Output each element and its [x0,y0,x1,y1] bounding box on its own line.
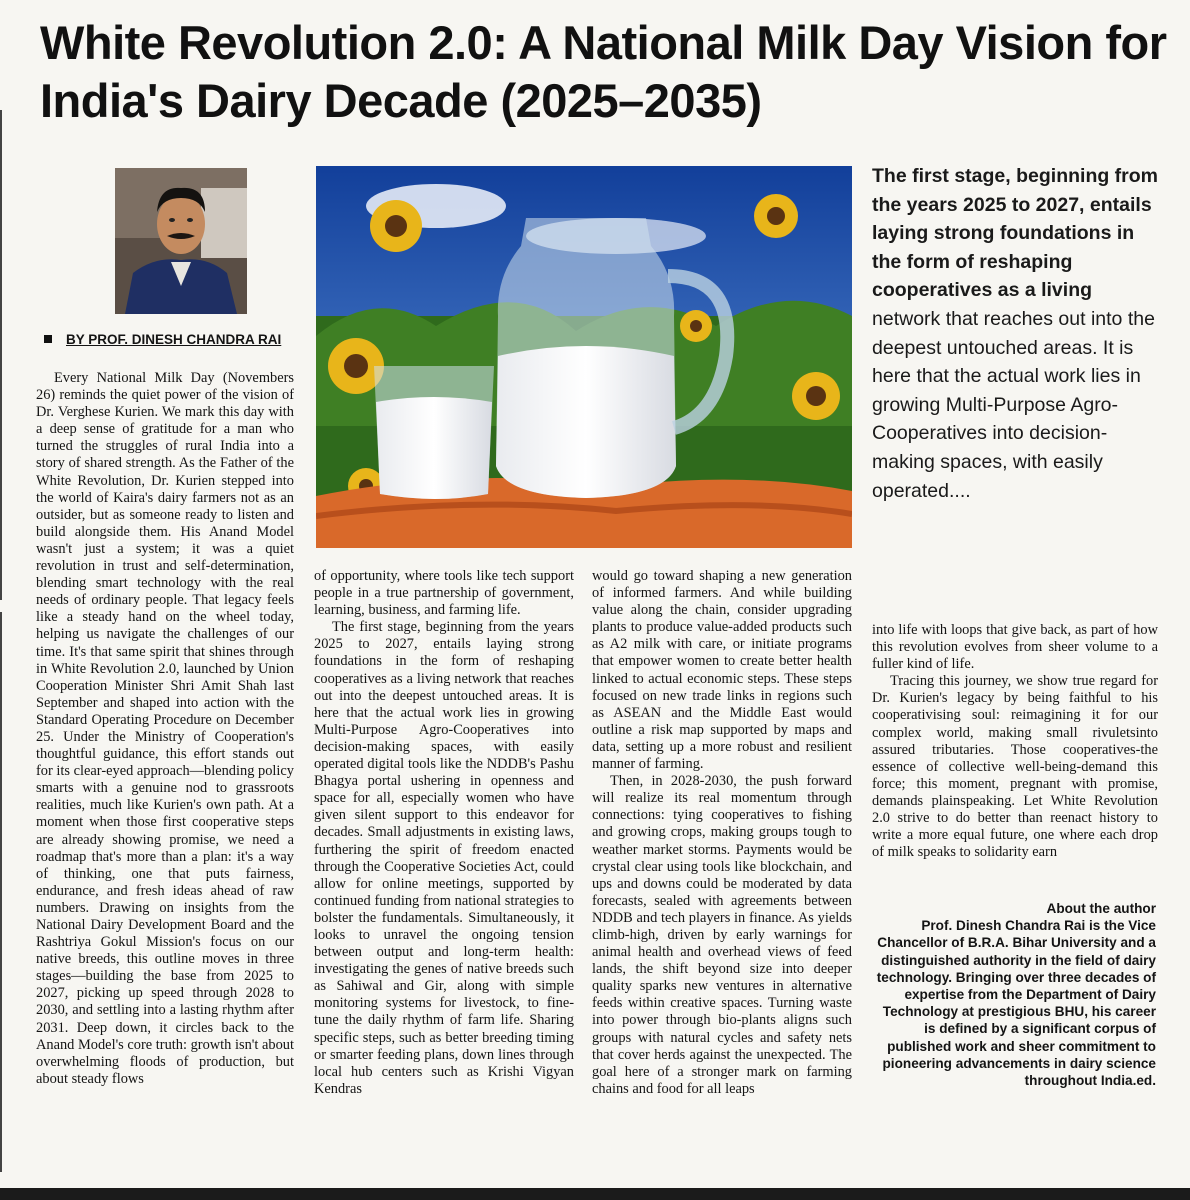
about-author [872,900,1156,1089]
about-author-title: About the author [1046,901,1156,916]
bullet-square-icon [44,335,52,343]
article-paragraph: of opportunity, where tools like tech support people in a true partnership of government, learning, business, and farming life. [314,568,574,619]
article-column-3 [592,568,852,1178]
byline-text: BY PROF. DINESH CHANDRA RAI [66,332,282,347]
article-column-1 [36,370,294,1178]
page-bottom-bar [0,1188,1190,1200]
column-rule-upper [0,110,2,600]
pull-quote [872,162,1162,505]
article-paragraph: Tracing this journey, we show true regard for Dr. Kurien's legacy by being faithful to his cooperativising soul: reimagining it for our complex world, making small rivuletsinto assured tributaries. Those cooperatives-the essence of collective well-being-demand this force; this moment, pregnant with promise, demands plainspeaking. Let White Revolution 2.0 strive to do better than reenact history to write a more equal future, one where each drop of milk speaks to solidarity earn [872,673,1158,861]
article-paragraph: Every National Milk Day (Novembers 26) reminds the quiet power of the vision of Dr. Verghese Kurien. We mark this day with a deep sense of gratitude for a man who turned the struggles of rural India into a story of shared strength. As the Father of the White Revolution, Dr. Kurien stepped into the world of Kaira's dairy farmers not as an outsider, but as someone ready to listen and build alongside them. His Anand Model wasn't just a system; it was a quiet revolution in trust and self-determination, blending smart technology with the real needs of ordinary people. That legacy feels like a steady hand on the wheel today, helping us navigate the challenges of our time. It's that same spirit that shines through in White Revolution 2.0, launched by Union Cooperation Minister Shri Amit Shah last September and shaped into action with the Standard Operating Procedure on December 25. Under the Ministry of Cooperation's thoughtful guidance, this effort stands out for its clear-eyed approach—blending policy smarts with a genuine nod to grassroots realities, much like Kurien's own path. At a moment when those first cooperative steps are already showing promise, we need a roadmap that's more than a plan: it's a way of thinking, one that puts fairness, endurance, and fresh ideas ahead of raw numbers. Drawing on insights from the National Dairy Development Board and the Rashtriya Gokul Mission's focus on our native breeds, this outline moves in three stages—building the base from 2025 to 2027, picking up speed through 2028 to 2030, and settling into a lasting rhythm after 2031. Deep down, it circles back to the Anand Model's core truth: growth isn't about overwhelming floods of production, but about steady flows [36,370,294,1087]
article-column-2 [314,568,574,1178]
pull-quote-bold: The first stage, beginning from the years 2025 to 2027, entails laying strong foundations in the form of reshaping cooperatives as a living [872,165,1159,302]
about-author-body: Prof. Dinesh Chandra Rai is the Vice Chancellor of B.R.A. Bihar University and a distinguished authority in the field of dairy technology. Bringing over three decades of expertise from the Department of Dairy Technology at prestigious BHU, his career is defined by a significant corpus of published work and sheer commitment to pioneering advancements in dairy science throughout India.ed. [876,918,1156,1089]
article-paragraph: would go toward shaping a new generation of informed farmers. And while building value along the chain, consider upgrading plants to produce value-added products such as A2 milk with care, or initiate programs that empower women to create better health linked to actual economic steps. These steps focused on new trade links in regions such as ASEAN and the Middle East would outline a risk map supported by maps and data, setting up a more robust and resilient manner of farming. [592,568,852,773]
article-column-4 [872,622,1158,902]
author-photo [115,168,247,314]
article-paragraph: The first stage, beginning from the years 2025 to 2027, entails laying strong foundations in the form of reshaping cooperatives as a living network that reaches out into the deepest untouched areas. It is here that the actual work lies in growing Multi-Purpose Agro-Cooperatives into decision-making spaces, with easily operated digital tools like the NDDB's Pashu Bhagya portal ushering in openness and space for all, especially women who have given silent support to this endeavor for decades. Small adjustments in existing laws, furthering the spirit of freedom enacted through the Cooperative Societies Act, could allow for online meetings, supported by continued funding from national strategies to bolster the fundamentals. Simultaneously, it looks to unravel the ongoing tension between output and long-term health: investigating the genes of native breeds such as Sahiwal and Gir, along with simple monitoring systems for livestock, to fine-tune the daily rhythm of farm life. Sharing specific steps, such as better breeding timing or smarter feeding plans, down lines through local hub centers such as Krishi Vigyan Kendras [314,619,574,1097]
article-paragraph: Then, in 2028-2030, the push forward will realize its real momentum through connections: tying cooperatives to fishing and growing crops, making groups tough to weather market storms. Payments would be crystal clear using tools like blockchain, and ups and downs could be moderated by data forecasts, sealed with agreements between NDDB and tech players in finance. As yields climb-high, driven by early warnings for animal health and overhead views of feed lands, the shift beyond size into deeper quality sparks new ventures in alternative feeds within creative spaces. Turning waste into power through bio-plants aligns such groups with natural cycles and safety nets that cover herds against the unexpected. The goal here of a stronger mark on farming chains and food for all leaps [592,773,852,1097]
milk-jug-photo [316,166,852,548]
pull-quote-regular: network that reaches out into the deepest untouched areas. It is here that the actual work lies in growing Multi-Purpose Agro-Cooperatives into decision-making spaces, with easily operated.... [872,307,1155,502]
byline [44,332,304,347]
column-rule-lower [0,612,2,1172]
article-paragraph: into life with loops that give back, as part of how this revolution evolves from sheer volume to a fuller kind of life. [872,622,1158,673]
headline: White Revolution 2.0: A National Milk Day Vision for India's Dairy Decade (2025–2035) [40,16,1167,127]
